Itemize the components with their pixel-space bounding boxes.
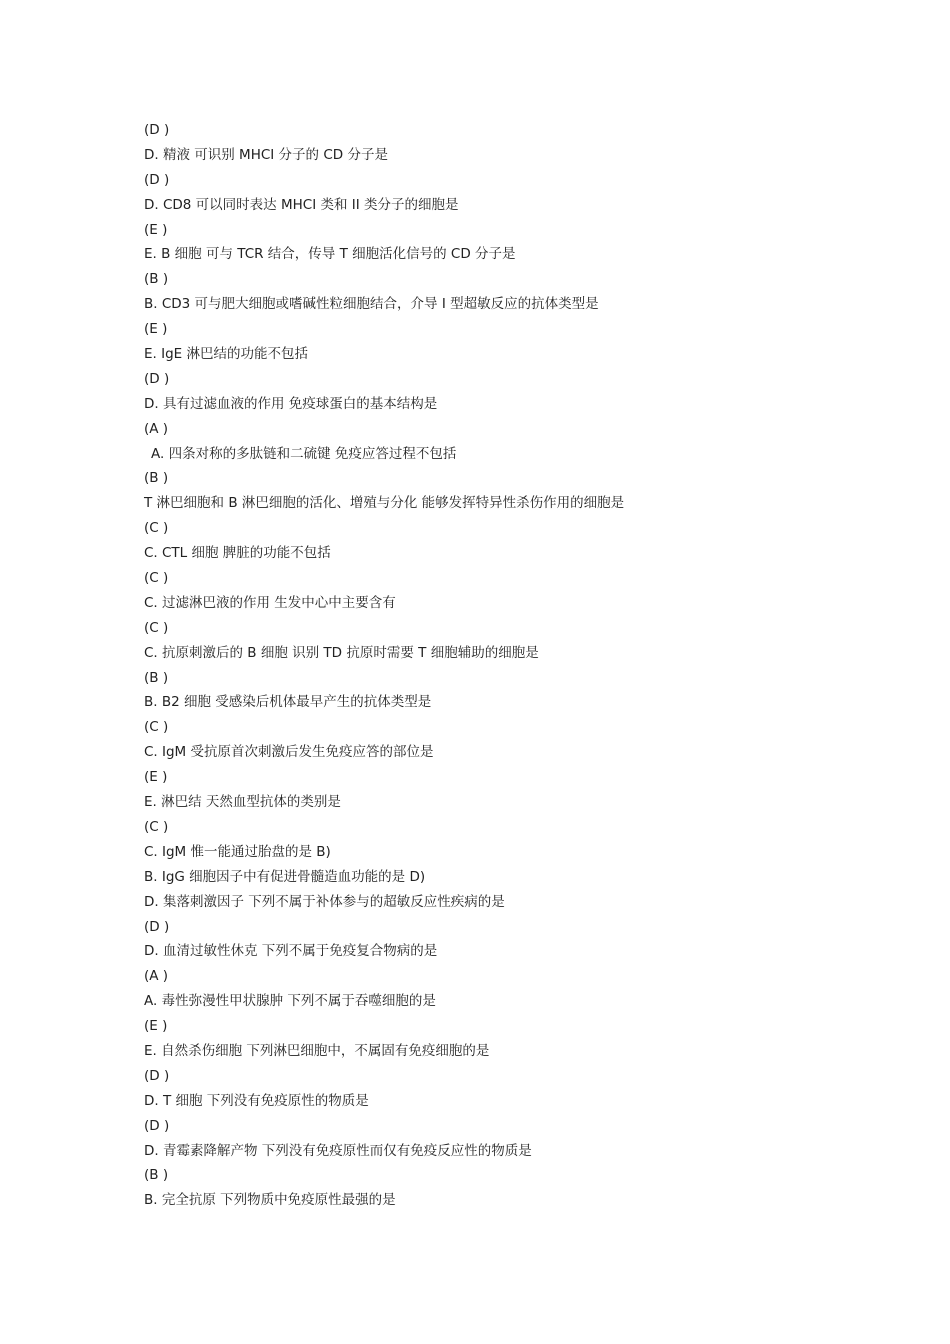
text-line: (D ) — [144, 918, 170, 935]
text-line: D. 具有过滤血液的作用 免疫球蛋白的基本结构是 — [144, 395, 438, 412]
text-line: (B ) — [144, 669, 169, 686]
text-line: (D ) — [144, 122, 170, 138]
text-line: (E ) — [144, 321, 168, 338]
text-line: (E ) — [144, 1018, 168, 1035]
text-line: B. 完全抗原 下列物质中免疫原性最强的是 — [144, 1192, 396, 1209]
text-line: (C ) — [144, 570, 169, 587]
text-line: (C ) — [144, 818, 169, 835]
text-line: (D ) — [144, 1117, 170, 1134]
text-line: D. 精液 可识别 MHCI 分子的 CD 分子是 — [144, 146, 388, 163]
text-line: E. 淋巴结 天然血型抗体的类别是 — [144, 794, 341, 811]
text-line: E. 自然杀伤细胞 下列淋巴细胞中，不属固有免疫细胞的是 — [144, 1042, 490, 1059]
text-line: C. 过滤淋巴液的作用 生发中心中主要含有 — [144, 594, 396, 611]
text-line: (D ) — [144, 1067, 170, 1084]
text-line: D. CD8 可以同时表达 MHCI 类和 II 类分子的细胞是 — [144, 196, 459, 213]
text-body — [144, 120, 844, 1215]
text-line: (E ) — [144, 769, 168, 786]
text-line: (B ) — [144, 1167, 169, 1184]
text-line: C. 抗原刺激后的 B 细胞 识别 TD 抗原时需要 T 细胞辅助的细胞是 — [144, 644, 539, 661]
text-line: C. IgM 惟一能通过胎盘的是 B) — [144, 843, 331, 860]
text-line: C. IgM 受抗原首次刺激后发生免疫应答的部位是 — [144, 744, 434, 761]
text-line: D. 青霉素降解产物 下列没有免疫原性而仅有免疫反应性的物质是 — [144, 1142, 532, 1159]
text-line: E. IgE 淋巴结的功能不包括 — [144, 346, 308, 363]
text-line: (D ) — [144, 171, 170, 188]
text-line: D. 集落刺激因子 下列不属于补体参与的超敏反应性疾病的是 — [144, 893, 505, 910]
text-line: (C ) — [144, 719, 169, 736]
text-line: (B ) — [144, 271, 169, 288]
text-line: (C ) — [144, 619, 169, 636]
text-line: (A ) — [144, 420, 169, 437]
text-line: E. B 细胞 可与 TCR 结合，传导 T 细胞活化信号的 CD 分子是 — [144, 246, 516, 263]
text-line: A. 毒性弥漫性甲状腺肿 下列不属于吞噬细胞的是 — [144, 993, 436, 1010]
text-line: (A ) — [144, 968, 169, 985]
text-line: C. CTL 细胞 脾脏的功能不包括 — [144, 545, 331, 562]
text-line: T 淋巴细胞和 B 淋巴细胞的活化、增殖与分化 能够发挥特异性杀伤作用的细胞是 — [144, 495, 625, 512]
text-line: (E ) — [144, 221, 168, 238]
text-line: B. B2 细胞 受感染后机体最早产生的抗体类型是 — [144, 694, 432, 711]
text-line: A. 四条对称的多肽链和二硫键 免疫应答过程不包括 — [151, 445, 457, 462]
text-line: (C ) — [144, 520, 169, 537]
text-line: B. CD3 可与肥大细胞或嗜碱性粒细胞结合，介导 I 型超敏反应的抗体类型是 — [144, 296, 599, 313]
text-line: (D ) — [144, 370, 170, 387]
text-line: B. IgG 细胞因子中有促进骨髓造血功能的是 D) — [144, 868, 426, 885]
text-line: (B ) — [144, 470, 169, 487]
text-line: D. 血清过敏性休克 下列不属于免疫复合物病的是 — [144, 943, 438, 960]
text-line: D. T 细胞 下列没有免疫原性的物质是 — [144, 1092, 369, 1109]
